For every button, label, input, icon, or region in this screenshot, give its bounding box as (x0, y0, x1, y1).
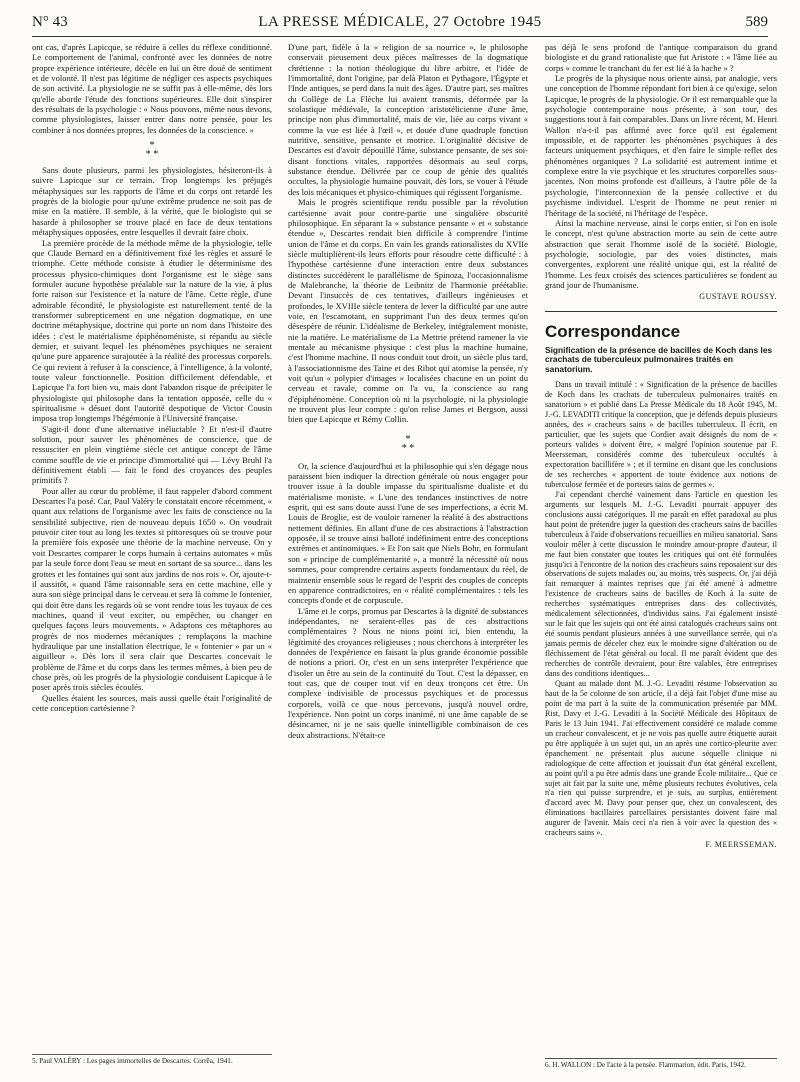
paragraph: pas déjà le sens profond de l'antique comparaison du grand biologiste et du grand rationaliste que fut Aristote : « l'âme liée au corps « comme le tranchant du fer est lié à la hache » ? (545, 42, 777, 73)
page-header (32, 14, 768, 36)
paragraph: Or, la science d'aujourd'hui et la philosophie qui s'en dégage nous paraissent bien indiquer la direction générale où nous engager pour trouver issue à la double impasse du spiritualisme dualiste et du matérialisme moniste. « L'une des tendances instinctives de notre esprit, qui est sans doute aussi l'une de ses imperfections, a écrit M. Louis de Broglie, est de vouloir ramener la réalité à des abstractions nettement définies. En allant d'une de ces abstractions à l'abstraction opposée, il se trouve ainsi balloté indéfiniment entre des conceptions extrêmes et antinomiques. » Et l'on sait que Niels Bohr, en formulant son « principe de complémentarité », a montré la nécessité où nous sommes, pour comprendre certains aspects fondamentaux du réel, de maintenir ensemble sous le regard de l'esprit des couples de concepts en apparence contradictoires, en « réalité complémentaires : tels les concepts d'onde et de corpuscule. (288, 460, 528, 606)
paragraph: Dans un travail intitulé : « Signification de la présence de bacilles de Koch dans les crachats de tuberculeux pulmonaires traités en sanatorium » et publié dans La Presse Médicale du 18 Août 1945, M. J.-G. LEVADITI critique la conception, que je défends depuis plusieurs années, des « cracheurs sains » de bacilles tuberculeux. Il écrit, en particulier, que les sujets que Cordier avait désignés du nom de « porteurs valides » doivent être, « malgré l'opinion soutenue par F. Meersseman, considérés comme des tuberculeux occultés à expectoration bacillifère » ; et il termine en disant que les conclusions de ses recherches « apportent de toute évidence aux notions de tuberculose fermée et de porteurs sains de germes ». (545, 380, 777, 489)
paragraph: Pour aller au cœur du problème, il faut rappeler d'abord comment Descartes l'a posé. Car, Paul Valéry le constatait encore récemment, « quant aux relations de l'organisme avec les faits de conscience ou la sensibilité subjective, rien de nouveau depuis 1650 ». On voudrait pouvoir citer tout au long les textes si pittoresques où se trouve pour la première fois exposée une théorie de la machine nerveuse. On y voit Descartes comparer le corps humain à certains automates « mûs par la seule force dont l'eau se meut en sortant de sa source... dans les grottes et les fontaines qui sont aux jardins de nos rois ». Or, ajoute-t-il aussitôt, « quand l'âme raisonnable sera en cette machine, elle y aura son siège principal dans le cerveau et sera là comme le fontenier, qui doit être dans les regards où se vont rendre tous les tuyaux de ces machines, quand il veut exciter, ou empêcher, ou changer en quelques façons leurs mouvements. » Adaptons ces métaphores au progrès de nos modernes mécaniques ; remplaçons la machine hydraulique par une installation électrique, le « fontenier » par un « aiguilleur ». Dès lors il sera clair que Descartes concevait le problème de l'âme et du corps dans les termes mêmes, à bien peu de chose près, où les progrès de la physiologie conduisent Lapicque à le poser après trois siècles écoulés. (32, 485, 272, 693)
paragraph: J'ai cependant cherché vainement dans l'article en question les arguments sur lesquels M. J.-G. Levaditi pourrait appuyer des conclusions aussi catégoriques. Il me paraît en effet paradoxal au plus haut point de prétendre juger la question des cracheurs sains de bacilles tuberculeux à l'aide d'observations recueillies en milieu sanatorial. Sans vouloir mêler à cette discussion le moindre amour-propre d'auteur, il me faut bien constater que toutes les critiques qui ont été formulées jusqu'ici à l'encontre de la notion des cracheurs sains reposaient sur des observations de sujets malades ou, au moins, très suspects. Or, j'ai déjà fait remarquer à maintes reprises que j'ai été amené à admettre l'existence de cracheurs sains de bacilles de Koch à la suite de recherches systématiques entreprises dans des collectivités, médicalement sélectionnées, d'individus sains. J'ai également insisté sur le fait que les sujets qui ont été ainsi catalogués cracheurs sains ont été soumis pendant plusieurs années à une surveillance serrée, qui n'a jamais permis de déceler chez eux le moindre signe d'altération ou de fléchissement de l'état général ou local. Il me paraît évident que des recherches de contrôle devraient, pour être valables, être entreprises dans des conditions identiques... (545, 489, 777, 679)
paragraph: Quelles étaient les sources, mais aussi quelle était l'originalité de cette conception cartésienne ? (32, 692, 272, 713)
section-divider (545, 311, 777, 312)
journal-title: LA PRESSE MÉDICALE, 27 Octobre 1945 (258, 14, 542, 30)
section-ornament: * * * (401, 433, 415, 454)
footnote: 5. Paul VALÉRY : Les pages immortelles de Descartes. Corrêa, 1941. (32, 1054, 272, 1066)
paragraph: Sans doute plusieurs, parmi les physiologistes, hésiteront-ils à suivre Lapicque sur ce terrain. Trop longtemps les préjugés métaphysiques sur les rapports de l'âme et du corps ont retardé les progrès de la biologie pour qu'une extrême prudence ne soit pas de mise en la matière. Il semble, à la vérité, que le biologiste qui se hasarde à philosopher se trouve placé en face de deux tentations métaphysiques opposées, entre lesquelles il devrait faire choix. (32, 165, 272, 238)
author-signature: F. MEERSSEMAN. (705, 840, 777, 850)
paragraph: La première procède de la méthode même de la physiologie, telle que Claude Bernard en a définitivement fixé les règles et assuré le triomphe. Cette méthode consiste à étudier le déterminisme des processus physico-chimiques dont l'organisme est le siège sans formuler aucune hypothèse préalable sur la nature de la vie, à plus forte raison sur l'existence et la nature de l'âme. Cette règle, d'une admirable fécondité, le physiologiste est naturellement tenté de la transformer subrepticement en une négation dogmatique, en une doctrine métaphysique, doctrine qui porte un nom dans l'histoire des idées : c'est le matérialisme épiphénoméniste, si répandu au siècle dernier, et suivant lequel les phénomènes psychiques ne seraient qu'une pure apparence surajoutée à la réalité des processus corporels. Ce qui revient à refuser à la conscience, à l'intelligence, à la volonté, toute valeur fonctionnelle. Position difficilement défendable, et Lapicque l'a fort bien vu, mais dont l'abandon risque de précipiter le physiologiste qui philosophe dans la tentation opposée, celle du « spiritualisme » désuet dont l'autorité despotique de Victor Cousin imposa trop longtemps l'hégémonie à l'Université française. (32, 237, 272, 424)
column-3 (545, 42, 777, 851)
author-signature: GUSTAVE ROUSSY. (699, 292, 777, 302)
footnote: 6. H. WALLON : De l'acte à la pensée. Flammarion, édit. Paris, 1942. (545, 1058, 777, 1070)
correspondence-body (545, 380, 777, 838)
page-number: 589 (745, 14, 768, 30)
paragraph: L'âme et le corps, promus par Descartes à la dignité de substances indépendantes, ne seraient-elles pas de ces abstractions complémentaires ? Nous ne nions point ici, bien entendu, la légitimité des croyances religieuses ; nous cherchons à interpréter les données de l'expérience en faisant la plus grande économie possible de notions a priori. Or, c'est en un sens interpréter l'expérience que d'isoler un être au sein de la continuité du Tout. C'est la dépasser, en tout cas, que de couper tout vif en deux tronçons cet être. Un complexe indivisible de processus psychiques et de processus corporels, voilà ce que nous percevons, jusqu'à nouvel ordre, l'expérience. Non point un corps inanimé, ni une âme capable de se désincarner, ni je ne sais quelle inintelligible combinaison de ces deux abstractions. N'était-ce (288, 605, 528, 740)
section-ornament: * * * (145, 140, 159, 161)
paragraph: S'agit-il donc d'une alternative inéluctable ? Et n'est-il d'autre solution, pour sauver les phénomènes de conscience, que de ressusciter en plein vingtième siècle cet antique concept de l'âme comme souffle de vie et principe d'immortalité qui — Lévy Bruhl l'a définitivement établi — fait le fond des croyances des peuples primitifs ? (32, 423, 272, 486)
paragraph: Ainsi la machine nerveuse, ainsi le corps entier, si l'on en isole le concept, n'est qu'une abstraction morte au sein de cette autre abstraction que serait l'homme isolé de la société. Biologie, psychologie, sociologie, par des voies distinctes, mais convergentes, explorent une réalité unique qui, est la réalité de l'homme. Les feux croisés des sciences particulières se fondent au grand jour de l'humanisme. (545, 217, 777, 290)
section-title: Correspondance (545, 321, 681, 341)
paragraph: Le progrès de la physique nous oriente ainsi, par analogie, vers une conception de l'homme répondant fort bien à ce qu'exige, selon Lapicque, le progrès de la physiologie. Or il est remarquable que la psychologie contemporaine nous présente, à son tour, des suggestions tout à fait comparables. Dans un livre récent, M. Henri Wallon n'a-t-il pas affirmé avec force qu'il est également impossible, et de rapporter les phénomènes psychiques à des facteurs uniquement psychiques, et d'en faire le simple reflet des phénomènes organiques ? La solidarité est autrement intime et complexe entre la vie psychique et les structures corporelles sous-jacentes. Non moins profonde est d'ailleurs, à l'autre pôle de la psychologie, l'interconnexion de la pensée collective et du psychisme individuel. L'esprit de l'homme ne peut renier ni l'héritage de la société, ni l'héritage de l'espèce. (545, 73, 777, 218)
column-2 (288, 42, 528, 740)
article-subheading: Signification de la présence de bacilles de Koch dans les crachats de tuberculeux pulmonaires traités en sanatorium. (545, 344, 773, 374)
header-rule (32, 36, 768, 37)
paragraph: D'une part, fidèle à la « religion de sa nourrice », le philosophe conservait pieusement deux pièces maîtresses de la dogmatique chrétienne : la notion théologique du libre arbitre, et l'idée de l'immortalité, dont l'origine, par delà Platon et Pythagore, l'Égypte et l'Inde antiques, se perd dans la nuit des âges. D'autre part, ses maîtres du Collège de La Flèche lui avaient transmis, déformée par la scolastique médiévale, la conception aristotélicienne d'une âme, principe non plus d'immortalité, mais de vie, liée au corps vivant « comme la vue est liée à l'œil », et douée d'une quadruple fonction nutritive, sensitive, pensante et motrice. L'originalité décisive de Descartes est d'avoir dépouillé l'âme, substance pensante, de ses soi-disant fonctions vitales, rapportées désormais au seul corps, substance étendue. Délivrée par ce coup de génie des qualités occultes, la physiologie humaine pouvait, dès lors, se vouer à l'étude des lois mécaniques et physico-chimiques qui régissent l'organisme. (288, 42, 528, 197)
paragraph: ont cas, d'après Lapicque, se réduire à celles du réflexe conditionné. Le comportement de l'animal, confronté avec les données de notre propre expérience intérieure, décèle en lui un être doué de sentiment et de volonté. Il n'est pas légitime de négliger ces aspects psychiques de son activité. La physiologie ne se suffit pas à elle-même, dès lors qu'elle aborde l'étude des fonctions supérieures. Elle doit s'inspirer des résultats de la psychologie : « Nous pouvons, même nous devons, comme physiologistes, laisser entrer dans notre pensée, pour les combiner à nos données propres, les données de la conscience. » (32, 42, 272, 135)
column-1 (32, 42, 272, 713)
paragraph: Quant au malade dont M. J.-G. Levaditi résume l'observation au haut de la 5e colonne de son article, il a déjà fait l'objet d'une mise au point de ma part à la suite de la communication présentée par MM. Rist, Davy et J.-G. Levaditi à la Société Médicale des Hôpitaux de Paris le 13 Juin 1941. J'ai effectivement considéré ce malade comme un cracheur convalescent, et je ne vois pas quelle autre étiquette aurait pu être appliquée à un sujet qui, un an après une cortico-pleurite avec épanchement ne présentait plus aucune séquelle clinique ni radiologique de cette affection et jouissait d'un état général excellent, au point qu'il a pu être admis dans une grande École militaire... Que ce sujet ait fait par la suite une, même plusieurs rechutes évolutives, cela n'a rien qui puisse surprendre, et je suis, au surplus, entièrement d'accord avec M. Davy pour penser que, chez un convalescent, des éliminations bacillaires parcellaires persistantes doivent faire mal augurer de l'avenir. Mais ceci n'a rien à voir avec la question des « cracheurs sains ». (545, 678, 777, 838)
paragraph: Mais le progrès scientifique rendu possible par la révolution cartésienne avait pour contre-partie une singulière obscurité philosophique. En séparant la « substance pensante » et « substance étendue », Descartes rendait bien difficile à comprendre l'intime union de l'âme et du corps. En vain les grands rationalistes du XVIIe siècle multiplièrent-ils leurs efforts pour résoudre cette difficulté : à l'hypothèse cartésienne d'une interaction entre deux substances distinctes succédèrent le parallélisme de Spinoza, l'occasionnalisme de Malebranche, la théorie de Leibnitz de l'harmonie préétablie. Devant l'insuccès de ces tentatives, d'ailleurs ingénieuses et profondes, le XVIIIe siècle tentera de lever la difficulté par une autre voie, en l'escamotant, en supprimant l'un des deux termes qu'on désespère de réunir. L'idéalisme de Berkeley, intégralement moniste, nie la matière. Le matérialisme de La Mettrie prétend ramener la vie mentale au mécanisme physique : c'est plus la machine humaine, c'est l'homme machine. Il nous conduit tout droit, un siècle plus tard, à l'associationnisme des Taine et des Ribot qui atomise la pensée, n'y voit qu'un « polypier d'images » localisées chacune en un point du cerveau et ravale, comme on l'a vu, la conscience au rang d'épiphénomène. Conception où ni la psychologie, ni la physiologie ne trouvent plus leur compte : qu'on relise James et Bergson, aussi bien que Lapicque et Rémy Collin. (288, 197, 528, 425)
issue-number: N° 43 (32, 14, 68, 30)
